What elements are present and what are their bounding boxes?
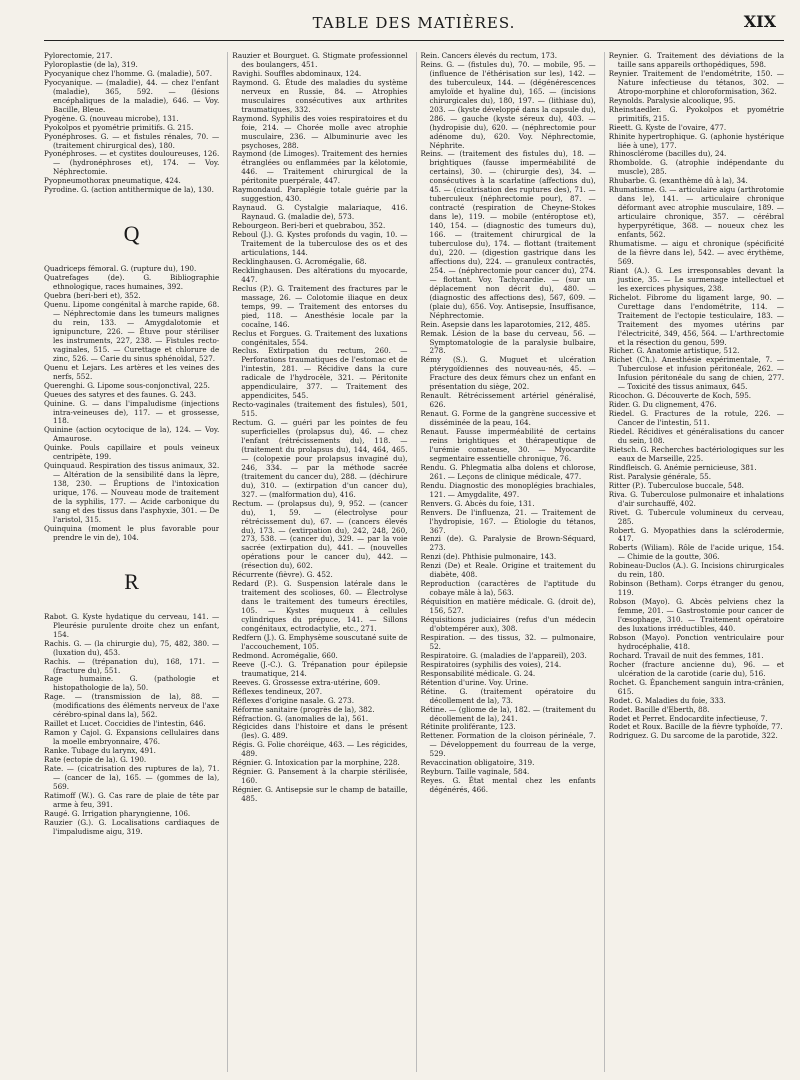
index-entry: Ricochon. G. Découverte de Koch, 595. [608, 391, 752, 401]
index-entry: Rein. Asepsie dans les laparotomies, 212, 485. [420, 319, 591, 329]
index-entry: Renvers. De l'influenza, 21. — Traitement de l'hydropisie, 167. — Étiologie du tétanos, 367. [420, 507, 596, 535]
index-entry: Rémy (S.). G. Muguet et ulcération ptérygoïdiennes des nouveau-nés, 45. — Fracture des deux fémurs chez un enfant en présentation du siège, 202. [420, 355, 596, 392]
index-entry: Rachis. G. — (la chirurgie du), 75, 482, 380. — (luxation du), 453. [44, 638, 220, 657]
index-entry: Raymond (de Limoges). Traitement des hernies étranglées ou enflammées par la kélotomie, 446. — Traitement chirurgical de la péritonite puerpérale, 447. [232, 149, 408, 186]
index-entry: Richer. G. Anatomie artistique, 512. [608, 346, 740, 356]
index-entry: Réfraction. G. (anomalies de la), 561. [232, 713, 369, 723]
index-entry: Rodet. G. Maladies du foie, 333. [608, 695, 726, 705]
index-entry: Ramon y Cajol. G. Expansions cellulaires dans la moelle embryonnaire, 476. [44, 728, 220, 747]
index-entry: Rhumatisme. — aigu et chronique (spécificité de la fièvre dans le), 542. — avec érythème, 569. [608, 239, 784, 266]
index-entry: Reclus et Forgues. G. Traitement des luxations congénitales, 554. [232, 328, 408, 347]
index-entry: Rétinite proliférante, 123. [420, 722, 516, 732]
index-entry: Reins. — (traitement des fistules du), 18. — brightiques (fausse imperméabilité de certains), 30. — (chirurgie des), 34. — consécutives à la scarlatine (affections du), 45. — (cicatrisation des ruptures des), 71. — tuberculeux (néphrectomie pour), 87. — contracté (respiration de Cheyne-Stokes dans le), 119. — mobile (entéroptose et), 140, 154. — (diagnostic des tumeurs du), 166. — (traitement chirurgical de la tuberculose du), 174. — flottant (traitement du), 220. — (digestion gastrique dans les affections du), 224. — granuleux contractés, 254. — (néphrectomie pour cancer du), 274. — flottant. Voy. Tachycardie. — (sur un déplacement non décrit du), 480. — (diagnostic des affections des), 567, 609. — (plaie du), 656. Voy. Antisepsie, Insuffisance, Néphrectomie. [420, 149, 596, 320]
index-entry: Quinquaud. Respiration des tissus animaux, 32. — Altération de la sensibilité dans la lèpre, 138, 230. — Éruptions de l'intoxication urique, 176. — Nouveau mode de traitement de la syphilis, 177. — Acide carbonique du sang et des tissus dans l'asphyxie, 301. — De l'aristol, 315. [44, 461, 220, 524]
index-entry: Rage humaine. G. (pathologie et histopathologie de la), 50. [44, 674, 220, 693]
index-entry: Quatrefages (de). G. Bibliographie ethnologique, races humaines, 392. [44, 273, 220, 292]
index-entry: Rauzier et Bourguet. G. Stigmate professionnel des boulangers, 451. [232, 52, 408, 69]
index-entry: Rheinstaedler. G. Pyokolpos et pyométrie primitifs, 215. [608, 104, 784, 123]
index-entry: Redmond. Acromégalie, 660. [232, 650, 338, 660]
index-entry: Rendu. Diagnostic des monoplégies brachiales, 121. — Amygdalite, 497. [420, 480, 596, 499]
index-entry: Rindfleisch. G. Anémie pernicieuse, 381. [608, 462, 757, 472]
page-number: XIX [743, 12, 776, 31]
section-letter-r: R [124, 568, 139, 594]
index-entry: Rhubarbe. G. (exanthème dû à la), 34. [608, 176, 748, 186]
index-entry: Revaccination obligatoire, 319. [420, 758, 535, 768]
section-letter-q: Q [123, 221, 140, 247]
index-entry: Rate. — (cicatrisation des ruptures de la), 71. — (cancer de la), 165. — (gommes de la), 569. [44, 764, 220, 791]
column-1 [44, 52, 219, 1072]
index-entry: Quinine (action ocytocique de la), 124. — Voy. Amaurose. [44, 425, 220, 444]
index-entry: Renzi (de). Phthisie pulmonaire, 143. [420, 552, 557, 562]
index-entry: Reyburn. Taille vaginale, 584. [420, 767, 530, 777]
index-entry: Rieett. G. Kyste de l'ovaire, 477. [608, 122, 727, 132]
index-entry: Réflexes tendineux, 207. [232, 686, 323, 696]
index-entry: Rage. — (transmission de la), 88. — (modifications des éléments nerveux de l'axe cérébro-spinal dans la), 562. [44, 692, 220, 720]
index-entry: Pyocyanique. — (maladie), 44. — chez l'enfant (maladie), 365, 592. — (lésions encéphaliques de la maladie), 646. — Voy. Bacille, Bleue. [44, 77, 220, 114]
index-entry: Renaut. G. Forme de la gangrène successive et disséminée de la peau, 164. [420, 409, 596, 428]
index-entry: Quenu. Lipome congénital à marche rapide, 68. — Néphrectomie dans les tumeurs malignes du rein, 133. — Amygdalotomie et ignipuncture, 226. — Étuve pour stériliser les instruments, 227, 238. — Fistules recto-vaginales, 515. — Curettage et chlorure de zinc, 526. — Carie du sinus sphénoïdal, 527. [44, 300, 220, 363]
index-entry: Responsabilité médicale. G. 24. [420, 668, 536, 678]
index-entry: Rendu. G. Phlegmatia alba dolens et chlorose, 261. — Leçons de clinique médicale, 477. [420, 462, 596, 481]
index-entry: Pyogène. G. (nouveau microbe), 131. [44, 113, 179, 123]
entries-r [44, 613, 219, 837]
index-entry: Renaut. Fausse imperméabilité de certains reins brightiques et thérapeutique de l'urémie comateuse, 30. — Myocardite segmentaire essentielle chronique, 76. [420, 427, 596, 463]
index-entry: Renzi (de). G. Paralysie de Brown-Séquard, 273. [420, 534, 596, 553]
index-entry: Rodet. Bacille d'Eberth, 88. [608, 704, 710, 714]
index-entry: Redard (P.). G. Suspension latérale dans le traitement des scolioses, 60. — Électrolyse dans le traitement des tumeurs érectiles, 105. — Kystes muqueux à cellules cylindriques du prépuce, 141. — Sillons congénitaux, ectrodactylie, etc., 271. [232, 579, 408, 633]
index-entry: Rhomboïde. G. (atrophie indépendante du muscle), 285. [608, 158, 784, 177]
index-entry: Reclus (P.). G. Traitement des fractures par le massage, 26. — Colotomie iliaque en deux temps, 99. — Traitement des entorses du pied, 118. — Anesthésie locale par la cocaïne, 146. [232, 283, 408, 329]
index-entry: Réflexes d'origine nasale. G. 273. [232, 695, 355, 705]
index-entry: Robinson (Betham). Corps étranger du genou, 119. [608, 579, 784, 598]
index-entry: Rauzier (G.). G. Localisations cardiaques de l'impaludisme aigu, 319. [44, 817, 220, 836]
index-entry: Rochet. G. Épanchement sanguin intra-crânien, 615. [608, 677, 784, 696]
index-entry: Régnier. G. Pansement à la charpie stérilisée, 160. [232, 767, 408, 786]
index-entry: Quinquina (moment le plus favorable pour prendre le vin de), 104. [44, 523, 220, 542]
index-entry: Reynier. Traitement de l'endométrite, 150. — Nature infectieuse du tétanos, 302. — Atropo-morphine et chloroformisation, 362. [608, 68, 784, 96]
index-entry: Riedel. G. Fractures de la rotule, 226. — Cancer de l'intestin, 511. [608, 409, 784, 428]
index-entry: Quinke. Pouls capillaire et pouls veineux centripète, 199. [44, 443, 220, 462]
index-entry: Ravighi. Souffles abdominaux, 124. [232, 68, 362, 78]
index-entry: Rectum. G. — guéri par les pointes de feu superficielles (prolapsus du), 46. — chez l'enfant (rétrécissements du), 118. — (traitement du prolapsus du), 144, 464, 465. — (colopexie pour prolapsus invaginé du), 246, 334. — par la méthode sacrée (traitement du cancer du), 288. — (déchirure du), 310. — (extirpation d'un cancer du), 327. — (malformation du), 416. [232, 418, 408, 499]
index-entry: Pyocyanique chez l'homme. G. (maladie), 507. [44, 68, 213, 78]
index-entry: Reynier. G. Traitement des déviations de la taille sans appareils orthopédiques, 598. [608, 52, 784, 69]
index-entry: Rétine. G. (traitement opératoire du décollement de la), 73. [420, 686, 596, 705]
column-3 [416, 52, 596, 1072]
index-entry: Recklinghausen. G. Acromégalie, 68. [232, 256, 367, 266]
column-4 [604, 52, 784, 1072]
index-entry: Récurrente (fièvre). G. 452. [232, 570, 333, 580]
index-entry: Robson (Mayo). G. Abcès pelviens chez la femme, 201. — Gastrostomie pour cancer de l'œsophage, 310. — Traitement opératoire des luxations irréductibles, 440. [608, 597, 784, 633]
index-entry: Rivet. G. Tubercule volumineux du cerveau, 285. [608, 507, 784, 526]
index-entry: Ratimoff (W.). G. Cas rare de plaie de tête par arme à feu, 391. [44, 790, 220, 809]
index-entry: Rachis. — (trépanation du), 168, 171. — (fracture du), 551. [44, 656, 220, 675]
index-entry: Raymond. Syphilis des voies respiratoires et du foie, 214. — Chorée molle avec atrophie musculaire, 236. — Albuminurie avec les psychoses, 288. [232, 113, 408, 150]
index-entry: Rétine. — (gliome de la), 182. — (traitement du décollement de la), 241. [420, 704, 596, 723]
index-entry: Ritter (P.). Tuberculose buccale, 548. [608, 480, 744, 490]
index-entry: Régis. G. Folie choréique, 463. — Les régicides, 489. [232, 740, 408, 759]
index-entry: Rist. Paralysie générale, 55. [608, 471, 712, 481]
index-entry: Rétention d'urine. Voy. Urine. [420, 677, 529, 687]
index-entry: Queues des satyres et des faunes. G. 243. [44, 389, 197, 399]
index-entry: Pyopneumothorax pneumatique, 424. [44, 176, 181, 186]
index-entry: Riedel. Récidives et généralisations du cancer du sein, 108. [608, 427, 784, 445]
index-entry: Roberts (Wiliam). Rôle de l'acide urique, 154. — Chimie de la goutte, 306. [608, 543, 784, 562]
index-entry: Rettener. Formation de la cloison périnéale, 7. — Développement du fourreau de la verge, 529. [420, 731, 596, 759]
index-entry: Quinine. G. — dans l'impaludisme (injections intra-veineuses de), 117. — et grossesse, 118. [44, 398, 220, 426]
index-entry: Pyonéphroses. — et cystites douloureuses, 126. — (hydronéphroses et), 174. — Voy. Néphrectomie. [44, 149, 220, 177]
index-entry: Quadriceps fémoral. G. (rupture du), 190. [44, 264, 197, 274]
index-entry: Reclus. Extirpation du rectum, 260. — Perforations traumatiques de l'estomac et de l'intestin, 281. — Récidive dans la cure radicale de l'hydrocèle, 321. — Péritonite appendiculaire, 377. — Traitement des appendicites, 545. [232, 346, 408, 401]
entries-col4 [609, 52, 784, 741]
index-entry: Richet (Ch.). Anesthésie expérimentale, 7. — Tuberculose et infusion péritonéale, 262. — Infusion péritonéale du sang de chien, 277. — Toxicité des tissus animaux, 645. [608, 355, 784, 392]
index-entry: Quebra (beri-beri et), 352. [44, 291, 141, 301]
index-entry: Quenu et Lejars. Les artères et les veines des nerfs, 552. [44, 362, 220, 381]
index-entry: Raymond. G. Étude des maladies du système nerveux en Russie, 84. — Atrophies musculaires consécutives aux arthrites traumatiques, 332. [232, 77, 408, 114]
entries-q [44, 265, 219, 543]
entries-col2 [232, 52, 407, 804]
index-entry: Rodet et Perret. Endocardite infectieuse, 7. [608, 713, 768, 723]
page-header [44, 6, 784, 36]
index-entry: Robineau-Duclos (A.). G. Incisions chirurgicales du rein, 180. [608, 561, 784, 580]
index-entry: Renvers. G. Abcès du foie, 131. [420, 498, 535, 508]
index-entry: Pyrodine. G. (action antithermique de la), 130. [44, 185, 214, 195]
index-entry: Robson (Mayo). Ponction ventriculaire pour hydrocéphalie, 418. [608, 632, 784, 651]
index-entry: Pylorectomie, 217. [44, 52, 113, 60]
index-entry: Querenghi. G. Lipome sous-conjonctival, 225. [44, 380, 210, 390]
index-entry: Riant (A.). G. Les irresponsables devant la justice, 35. — Le surmenage intellectuel et les exercices physiques, 238. [608, 265, 784, 293]
index-entry: Rectum. — (prolapsus du), 9, 952. — (cancer du), 1, 59. — (électrolyse pour rétrécissement du), 67. — (cancers élevés du), 173. — (extirpation du), 242, 248, 260, 273, 538. — (cancer du), 329. — par la voie sacrée (extirpation du), 441. — (nouvelles opérations pour le cancer du), 442. — (résection du), 602. [232, 498, 408, 571]
index-entry: Rietsch. G. Recherches bactériologiques sur les eaux de Marseille, 225. [608, 444, 784, 463]
index-entry: Redfern (J.). G. Emphysème souscutané suite de l'accouchement, 105. [232, 632, 408, 651]
index-entry: Respiration. — des tissus, 32. — pulmonaire, 52. [420, 632, 596, 651]
index-entry: Rebourgeon. Beri-beri et quebrabou, 352. [232, 221, 386, 231]
entries-col3 [421, 52, 596, 795]
index-entry: Réquisitions judiciaires (refus d'un médecin d'obtempérer aux), 308. [420, 615, 596, 633]
index-entry: Richelot. Fibrome du ligament large, 90. — Curettage dans l'endométrite, 114. — Traitement de l'ectopie testiculaire, 183. — Traitement des myomes utérins par l'électricité, 349, 456, 564. — L'arthrectomie et la résection du genou, 599. [608, 292, 784, 347]
index-entry: Raynaud. G. Cystalgie malariaque, 416. Raynaud. G. (maladie de), 573. [232, 203, 408, 222]
index-entry: Raugé. G. Irrigation pharyngienne, 106. [44, 808, 191, 818]
index-entry: Renzi (De) et Reale. Origine et traitement du diabète, 408. [420, 561, 596, 580]
index-entry: Riva. G. Tuberculose pulmonaire et inhalations d'air surchauffé, 402. [608, 489, 784, 508]
index-entry: Reeve (J.-C.). G. Trépanation pour épilepsie traumatique, 214. [232, 659, 408, 678]
page-title: TABLE DES MATIÈRES. [312, 14, 516, 32]
index-entry: Reboul (J.). G. Kystes profonds du vagin, 10. — Traitement de la tuberculose des os et des articulations, 144. [232, 230, 408, 257]
index-entry: Rein. Cancers élevés du rectum, 173. [420, 52, 557, 60]
index-entry: Reproduction (caractères de l'aptitude du cobaye mâle à la), 563. [420, 579, 596, 598]
index-entry: Rhumatisme. G. — articulaire aigu (arthrotomie dans le), 141. — articulaire chronique déformant avec atrophie musculaire, 189. — articulaire chronique, 357. — cérébral hyperpyrétique, 368. — noueux chez les enfants, 562. [608, 185, 784, 240]
index-entry: Reyes. G. État mental chez les enfants dégénérés, 466. [420, 776, 596, 795]
index-entry: Rochard. Travail de nuit des femmes, 181. [608, 650, 764, 660]
index-entry: Rider. G. Du clignement, 476. [608, 400, 717, 410]
index-entry: Rate (ectopie de la). G. 190. [44, 755, 147, 765]
index-entry: Pyonéphroses. G. — et fistules rénales, 70. — (traitement chirurgical des), 180. [44, 131, 220, 150]
index-entry: Régnier. G. Intoxication par la morphine, 228. [232, 758, 400, 768]
column-2 [227, 52, 407, 1072]
index-entry: Remak. Lésion de la base du cerveau, 56. — Symptomatologie de la paralysie bulbaire, 278. [420, 328, 596, 356]
index-entry: Régicides dans l'histoire et dans le présent (les). G. 489. [232, 722, 408, 741]
entries-p [44, 52, 219, 195]
index-entry: Rhinosclérome (bacilles du), 24. [608, 149, 727, 159]
index-entry: Recto-vaginales (traitement des fistules), 501, 515. [232, 400, 408, 419]
header-rule [44, 40, 784, 41]
index-entry: Réquisition en matière médicale. G. (droit de), 156, 527. [420, 597, 596, 616]
index-entry: Respiratoires (syphilis des voies), 214. [420, 659, 562, 669]
index-entry: Régnier. G. Antisepsie sur le champ de bataille, 485. [232, 785, 408, 804]
index-entry: Reeves. G. Grossesse extra-utérine, 609. [232, 677, 381, 687]
index-entry: Pyokolpos et pyométrie primitifs. G. 215. [44, 122, 194, 132]
index-entry: Recklinghausen. Des altérations du myocarde, 447. [232, 265, 408, 284]
index-entry: Ranke. Tubage du larynx, 491. [44, 746, 156, 756]
index-entry: Pyloroplastie (de la), 319. [44, 59, 138, 69]
index-entry: Reynolds. Paralysie alcoolique, 95. [608, 95, 736, 105]
index-entry: Raymondaud. Paraplégie totale guérie par la suggestion, 430. [232, 185, 408, 204]
index-entry: Rodriguez. G. Du sarcome de la parotide, 322. [608, 731, 778, 741]
index-entry: Respiratoire. G. (maladies de l'appareil), 203. [420, 650, 587, 660]
index-entry: Rabot. G. Kyste hydatique du cerveau, 141. — Pleurésie purulente droite chez un enfant, 154. [44, 611, 220, 639]
index-entry: Rhinite hypertrophique. G. (aphonie hystérique liée à une), 177. [608, 131, 784, 150]
index-entry: Raillet et Lucet. Coccidies de l'intestin, 646. [44, 719, 206, 729]
index-entry: Robert. G. Myopathies dans la sclérodermie, 417. [608, 525, 784, 544]
index-entry: Rodet et Roux. Bacille de la fièvre typhoïde, 77. [608, 722, 783, 732]
index-entry: Rocher (fracture ancienne du), 96. — et ulcération de la carotide (carie du), 516. [608, 659, 784, 678]
index-entry: Reins. G. — (fistules du), 70. — mobile, 95. — (influence de l'éthérisation sur les), 142. — des tuberculeux, 144. — (dégénérescences amyloïde et hyaline du), 165. — (incisions chirurgicales du), 180, 197. — (lithiase du), 203. — (kyste développé dans la capsule du), 286. — gauche (kyste séreux du), 403. — (hydropisie du), 620. — (néphrectomie pour adénome du), 620. Voy. Néphrectomie, Néphrite. [420, 59, 596, 150]
index-entry: Renault. Rétrécissement artériel généralisé, 626. [420, 391, 596, 410]
index-columns [44, 52, 784, 1072]
index-entry: Réforme sanitaire (progrès de la), 382. [232, 704, 375, 714]
